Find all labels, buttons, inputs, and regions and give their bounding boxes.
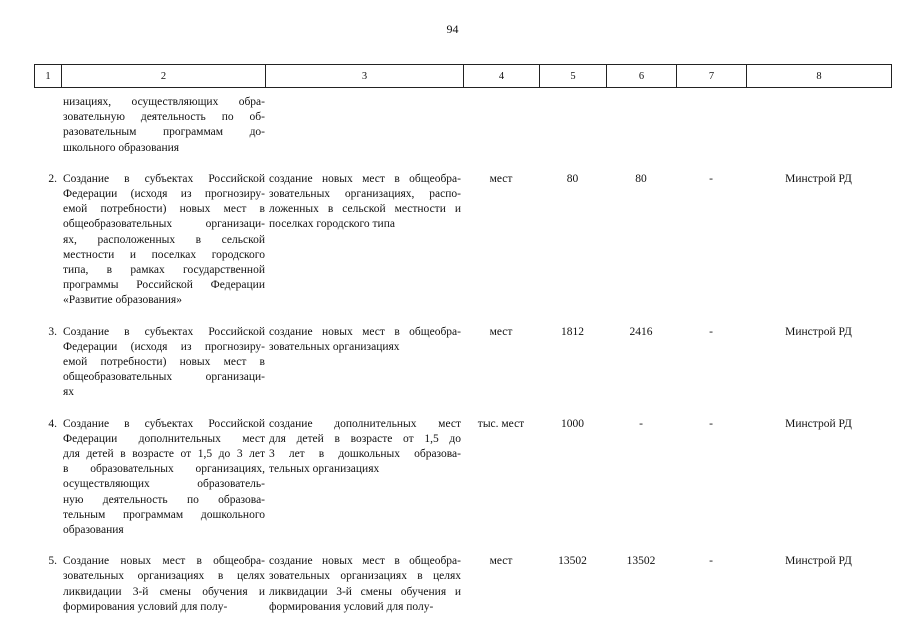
text-line: создание дополнительных мест bbox=[269, 417, 461, 430]
text-line: ликвидации 3-й смены обучения и bbox=[269, 585, 461, 598]
unit-of-measure: тыс. мест bbox=[477, 417, 525, 430]
value-col-5: 80 bbox=[566, 172, 579, 185]
event-name bbox=[61, 95, 265, 156]
text-line: Создание новых мест в общеобра- bbox=[63, 555, 265, 568]
text-line: Федерации (исходя из прогнозиру- bbox=[63, 340, 265, 353]
value-col-5 bbox=[539, 95, 606, 156]
value-col-6: 13502 bbox=[626, 555, 656, 568]
indicator-name bbox=[265, 554, 463, 615]
column-header-5: 5 bbox=[540, 65, 607, 88]
page-number: 94 bbox=[446, 22, 459, 36]
column-header-4: 4 bbox=[464, 65, 540, 88]
value-col-7: - bbox=[709, 417, 713, 430]
indicator-name bbox=[265, 417, 463, 539]
column-header-8: 8 bbox=[747, 65, 892, 88]
table-row bbox=[34, 417, 891, 539]
column-header-6: 6 bbox=[607, 65, 677, 88]
column-header-1: 1 bbox=[35, 65, 62, 88]
text-line: Создание в субъектах Российской bbox=[63, 325, 265, 338]
text-line: школьного образования bbox=[63, 141, 180, 154]
text-line: зовательных организациях bbox=[269, 340, 400, 353]
table-body bbox=[34, 95, 891, 615]
text-line: создание новых мест в общеобра- bbox=[269, 325, 461, 338]
text-line: тельным программам дошкольного bbox=[63, 508, 265, 521]
text-line: тельных организациях bbox=[269, 463, 380, 476]
value-col-7: - bbox=[709, 172, 713, 185]
event-name bbox=[61, 554, 265, 615]
value-col-7: - bbox=[709, 325, 713, 338]
text-line: общеобразовательных организаци- bbox=[63, 371, 265, 384]
row-number bbox=[34, 95, 61, 156]
text-line: для детей в возрасте от 1,5 до 3 лет bbox=[63, 448, 265, 461]
text-line: поселках городского типа bbox=[269, 218, 395, 231]
text-line: зовательных организациях, распо- bbox=[269, 188, 461, 201]
column-header-2: 2 bbox=[62, 65, 266, 88]
text-line: ложенных в сельской местности и bbox=[269, 203, 461, 216]
value-col-6: 2416 bbox=[629, 325, 653, 338]
column-header-7: 7 bbox=[677, 65, 747, 88]
text-line: емой потребности) новых мест в bbox=[63, 203, 265, 216]
executor bbox=[746, 95, 891, 156]
row-number: 5. bbox=[48, 555, 57, 568]
text-line: ликвидации 3-й смены обучения и bbox=[63, 585, 265, 598]
text-line: разовательным программам до- bbox=[63, 126, 265, 139]
indicator-name bbox=[265, 95, 463, 156]
text-line: ную деятельность по образова- bbox=[63, 493, 265, 506]
value-col-7 bbox=[676, 95, 746, 156]
text-line: Федерации (исходя из прогнозиру- bbox=[63, 188, 265, 201]
row-number: 2. bbox=[48, 172, 57, 185]
unit-of-measure: мест bbox=[489, 555, 513, 568]
text-line: зовательных организациях в целях bbox=[269, 570, 461, 583]
row-number: 4. bbox=[48, 417, 57, 430]
row-number: 3. bbox=[48, 325, 57, 338]
text-line: низациях, осуществляющих обра- bbox=[63, 96, 265, 108]
executor: Минстрой РД bbox=[785, 325, 852, 338]
value-col-6: 80 bbox=[635, 172, 647, 185]
text-line: «Развитие образования» bbox=[63, 294, 182, 307]
table-row bbox=[34, 95, 891, 156]
event-name bbox=[61, 172, 265, 309]
column-number-header bbox=[34, 64, 892, 88]
executor: Минстрой РД bbox=[785, 172, 852, 185]
unit-of-measure: мест bbox=[489, 325, 513, 338]
text-line: Создание в субъектах Российской bbox=[63, 417, 265, 430]
column-header-3: 3 bbox=[266, 65, 464, 88]
text-line: 3 лет в дошкольных образова- bbox=[269, 448, 461, 461]
text-line: Федерации дополнительных мест bbox=[63, 432, 265, 445]
executor: Минстрой РД bbox=[785, 417, 852, 430]
text-line: ях, расположенных в сельской bbox=[63, 233, 265, 246]
indicator-name bbox=[265, 325, 463, 401]
text-line: зовательную деятельность по об- bbox=[63, 111, 265, 124]
indicator-name bbox=[265, 172, 463, 309]
text-line: общеобразовательных организаци- bbox=[63, 218, 265, 231]
value-col-7: - bbox=[709, 555, 713, 568]
text-line: ях bbox=[63, 386, 75, 399]
text-line: программы Российской Федерации bbox=[63, 279, 265, 292]
text-line: зовательных организациях в целях bbox=[63, 570, 265, 583]
text-line: в образовательных организациях, bbox=[63, 463, 265, 476]
text-line: осуществляющих образователь- bbox=[63, 478, 265, 491]
value-col-6: - bbox=[639, 417, 643, 430]
text-line: типа, в рамках государственной bbox=[63, 264, 265, 277]
value-col-5: 13502 bbox=[558, 555, 587, 568]
value-col-5: 1812 bbox=[561, 325, 584, 338]
text-line: для детей в возрасте от 1,5 до bbox=[269, 432, 461, 445]
value-col-5: 1000 bbox=[561, 417, 584, 430]
table-row bbox=[34, 172, 891, 309]
unit-of-measure: мест bbox=[489, 172, 513, 185]
executor: Минстрой РД bbox=[785, 555, 852, 568]
unit-of-measure bbox=[463, 95, 539, 156]
table-row bbox=[34, 554, 891, 615]
text-line: местности и поселках городского bbox=[63, 248, 265, 261]
event-name bbox=[61, 325, 265, 401]
event-name bbox=[61, 417, 265, 539]
table-row bbox=[34, 325, 891, 401]
text-line: образования bbox=[63, 524, 124, 537]
text-line: емой потребности) новых мест в bbox=[63, 356, 265, 369]
text-line: формирования условий для полу- bbox=[63, 600, 228, 613]
text-line: создание новых мест в общеобра- bbox=[269, 555, 461, 568]
text-line: создание новых мест в общеобра- bbox=[269, 172, 461, 185]
text-line: формирования условий для полу- bbox=[269, 600, 434, 613]
value-col-6 bbox=[606, 95, 676, 156]
text-line: Создание в субъектах Российской bbox=[63, 172, 265, 185]
